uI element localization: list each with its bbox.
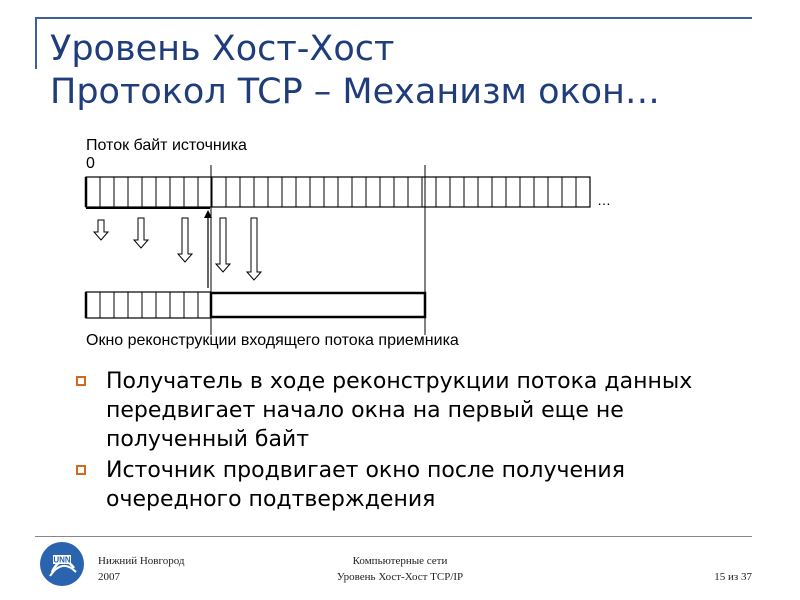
receiver-window-label: Окно реконструкции входящего потока приемника [86,332,459,349]
footer-city: Нижний Новгород [98,555,185,567]
footer-year: 2007 [98,571,120,583]
stream-ellipsis: … [597,192,611,208]
bullet-text: Получатель в ходе реконструкции потока данных передвигает начало окна на первый еще не полученный байт [106,369,693,452]
bullet-marker-icon [76,465,86,475]
received-bytes [86,292,211,318]
university-logo-icon [40,542,84,586]
down-arrow-icon [216,218,230,272]
svg-text:UNN: UNN [53,555,71,565]
bullet-text: Источник продвигает окно после получения очередного подтверждения [106,458,625,512]
receiver-stream [86,292,425,318]
bullet-marker-icon [76,376,86,386]
down-arrow-icon [247,218,261,280]
bullet-list [72,367,762,516]
source-byte-stream [86,177,590,208]
bullet-item [72,367,762,454]
title-line-1: Уровень Хост-Хост [50,29,395,69]
source-stream-label: Поток байт источника [86,137,247,154]
footer-center [300,553,500,585]
zero-label: 0 [86,155,95,172]
title-line-2: Протокол TCP – Механизм окон… [50,72,660,112]
footer-left [98,553,185,585]
down-arrow-icon [178,218,192,262]
footer-subtitle: Уровень Хост-Хост TCP/IP [336,571,464,583]
footer-rule [35,536,752,537]
page-number: 15 из 37 [714,571,752,583]
reconstruction-window [211,293,425,317]
down-arrow-icon [94,220,108,240]
footer-course: Компьютерные сети [352,555,448,567]
bullet-item [72,456,762,514]
byte-delivery-arrows [94,218,261,280]
down-arrow-icon [134,218,148,248]
